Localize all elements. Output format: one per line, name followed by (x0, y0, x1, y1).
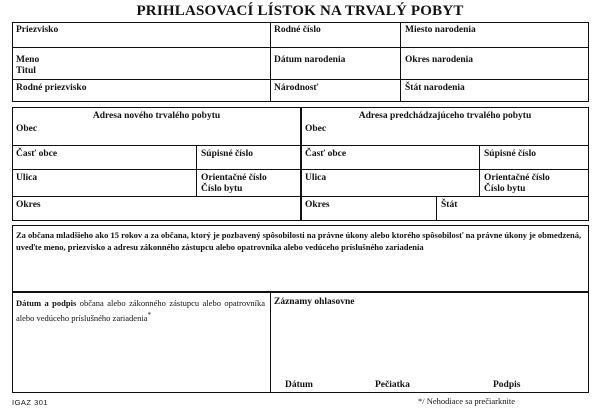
prev-registry-number-field[interactable]: Súpisné číslo (484, 149, 537, 159)
new-municipality-field[interactable]: Obec (16, 124, 38, 134)
divider (400, 23, 401, 101)
prev-flat-number-field[interactable]: Číslo bytu (484, 184, 526, 194)
divider (270, 23, 271, 101)
new-district-field[interactable]: Okres (16, 200, 41, 210)
prev-district-field[interactable]: Okres (305, 200, 330, 210)
footnote: */ Nehodiace sa prečiarknite (418, 396, 515, 406)
new-flat-number-field[interactable]: Číslo bytu (201, 184, 243, 194)
birth-country-field[interactable]: Štát narodenia (405, 83, 465, 93)
divider (13, 196, 300, 197)
surname-field[interactable]: Priezvisko (16, 25, 59, 35)
birth-district-field[interactable]: Okres narodenia (405, 55, 474, 65)
office-stamp-field[interactable]: Pečiatka (375, 380, 410, 390)
divider (13, 145, 300, 146)
prev-municipality-field[interactable]: Obec (305, 124, 327, 134)
new-orientation-number-field[interactable]: Orientačné číslo (201, 173, 267, 183)
new-address-heading: Adresa nového trvalého pobytu (92, 111, 221, 121)
prev-street-field[interactable]: Ulica (305, 173, 327, 183)
birth-place-field[interactable]: Miesto narodenia (405, 25, 476, 35)
maiden-name-field[interactable]: Rodné priezvisko (16, 83, 87, 93)
birth-number-field[interactable]: Rodné číslo (274, 25, 321, 35)
new-registry-number-field[interactable]: Súpisné číslo (201, 149, 254, 159)
divider (302, 145, 588, 146)
signature-bold: Dátum a podpis (16, 298, 77, 308)
first-name-field[interactable]: Meno (16, 55, 40, 65)
prev-district-part-field[interactable]: Časť obce (305, 149, 347, 159)
title-field[interactable]: Titul (16, 66, 36, 76)
office-records-heading: Záznamy ohlasovne (274, 297, 355, 307)
guardian-note: Za občana mladšieho ako 15 rokov a za občana, ktorý je pozbavený spôsobilosti na právne úkony alebo ktorého spôsobilosť na právne úkony je obmedzená, uveďte meno, priezvisko a adresu zákonného zástupcu alebo opatrovníka alebo vedúceho príslušného zariadenia (16, 230, 582, 252)
divider (13, 169, 300, 170)
new-district-part-field[interactable]: Časť obce (16, 149, 58, 159)
prev-orientation-number-field[interactable]: Orientačné číslo (484, 173, 550, 183)
divider (13, 47, 588, 48)
prev-country-field[interactable]: Štát (441, 200, 458, 210)
nationality-field[interactable]: Národnosť (274, 83, 319, 93)
divider (196, 146, 197, 196)
divider (302, 196, 588, 197)
signature-field[interactable] (16, 297, 265, 324)
birth-date-field[interactable]: Dátum narodenia (274, 55, 346, 65)
office-signature-field[interactable]: Podpis (493, 380, 521, 390)
office-date-field[interactable]: Dátum (285, 380, 313, 390)
new-address-box (12, 107, 301, 221)
prev-address-heading: Adresa predchádzajúceho trvalého pobytu (358, 111, 532, 121)
form-code: IGAZ 301 (12, 398, 49, 407)
signature-text: občana alebo zákonného zástupcu alebo opatrovníka alebo vedúceho príslušného zariadenia (16, 298, 265, 323)
divider (302, 169, 588, 170)
divider (479, 146, 480, 196)
new-street-field[interactable]: Ulica (16, 173, 38, 183)
divider (13, 79, 588, 80)
divider (436, 196, 437, 220)
divider (270, 293, 271, 392)
signature-star: * (147, 311, 151, 319)
form-title: PRIHLASOVACÍ LÍSTOK NA TRVALÝ POBYT (136, 3, 464, 19)
